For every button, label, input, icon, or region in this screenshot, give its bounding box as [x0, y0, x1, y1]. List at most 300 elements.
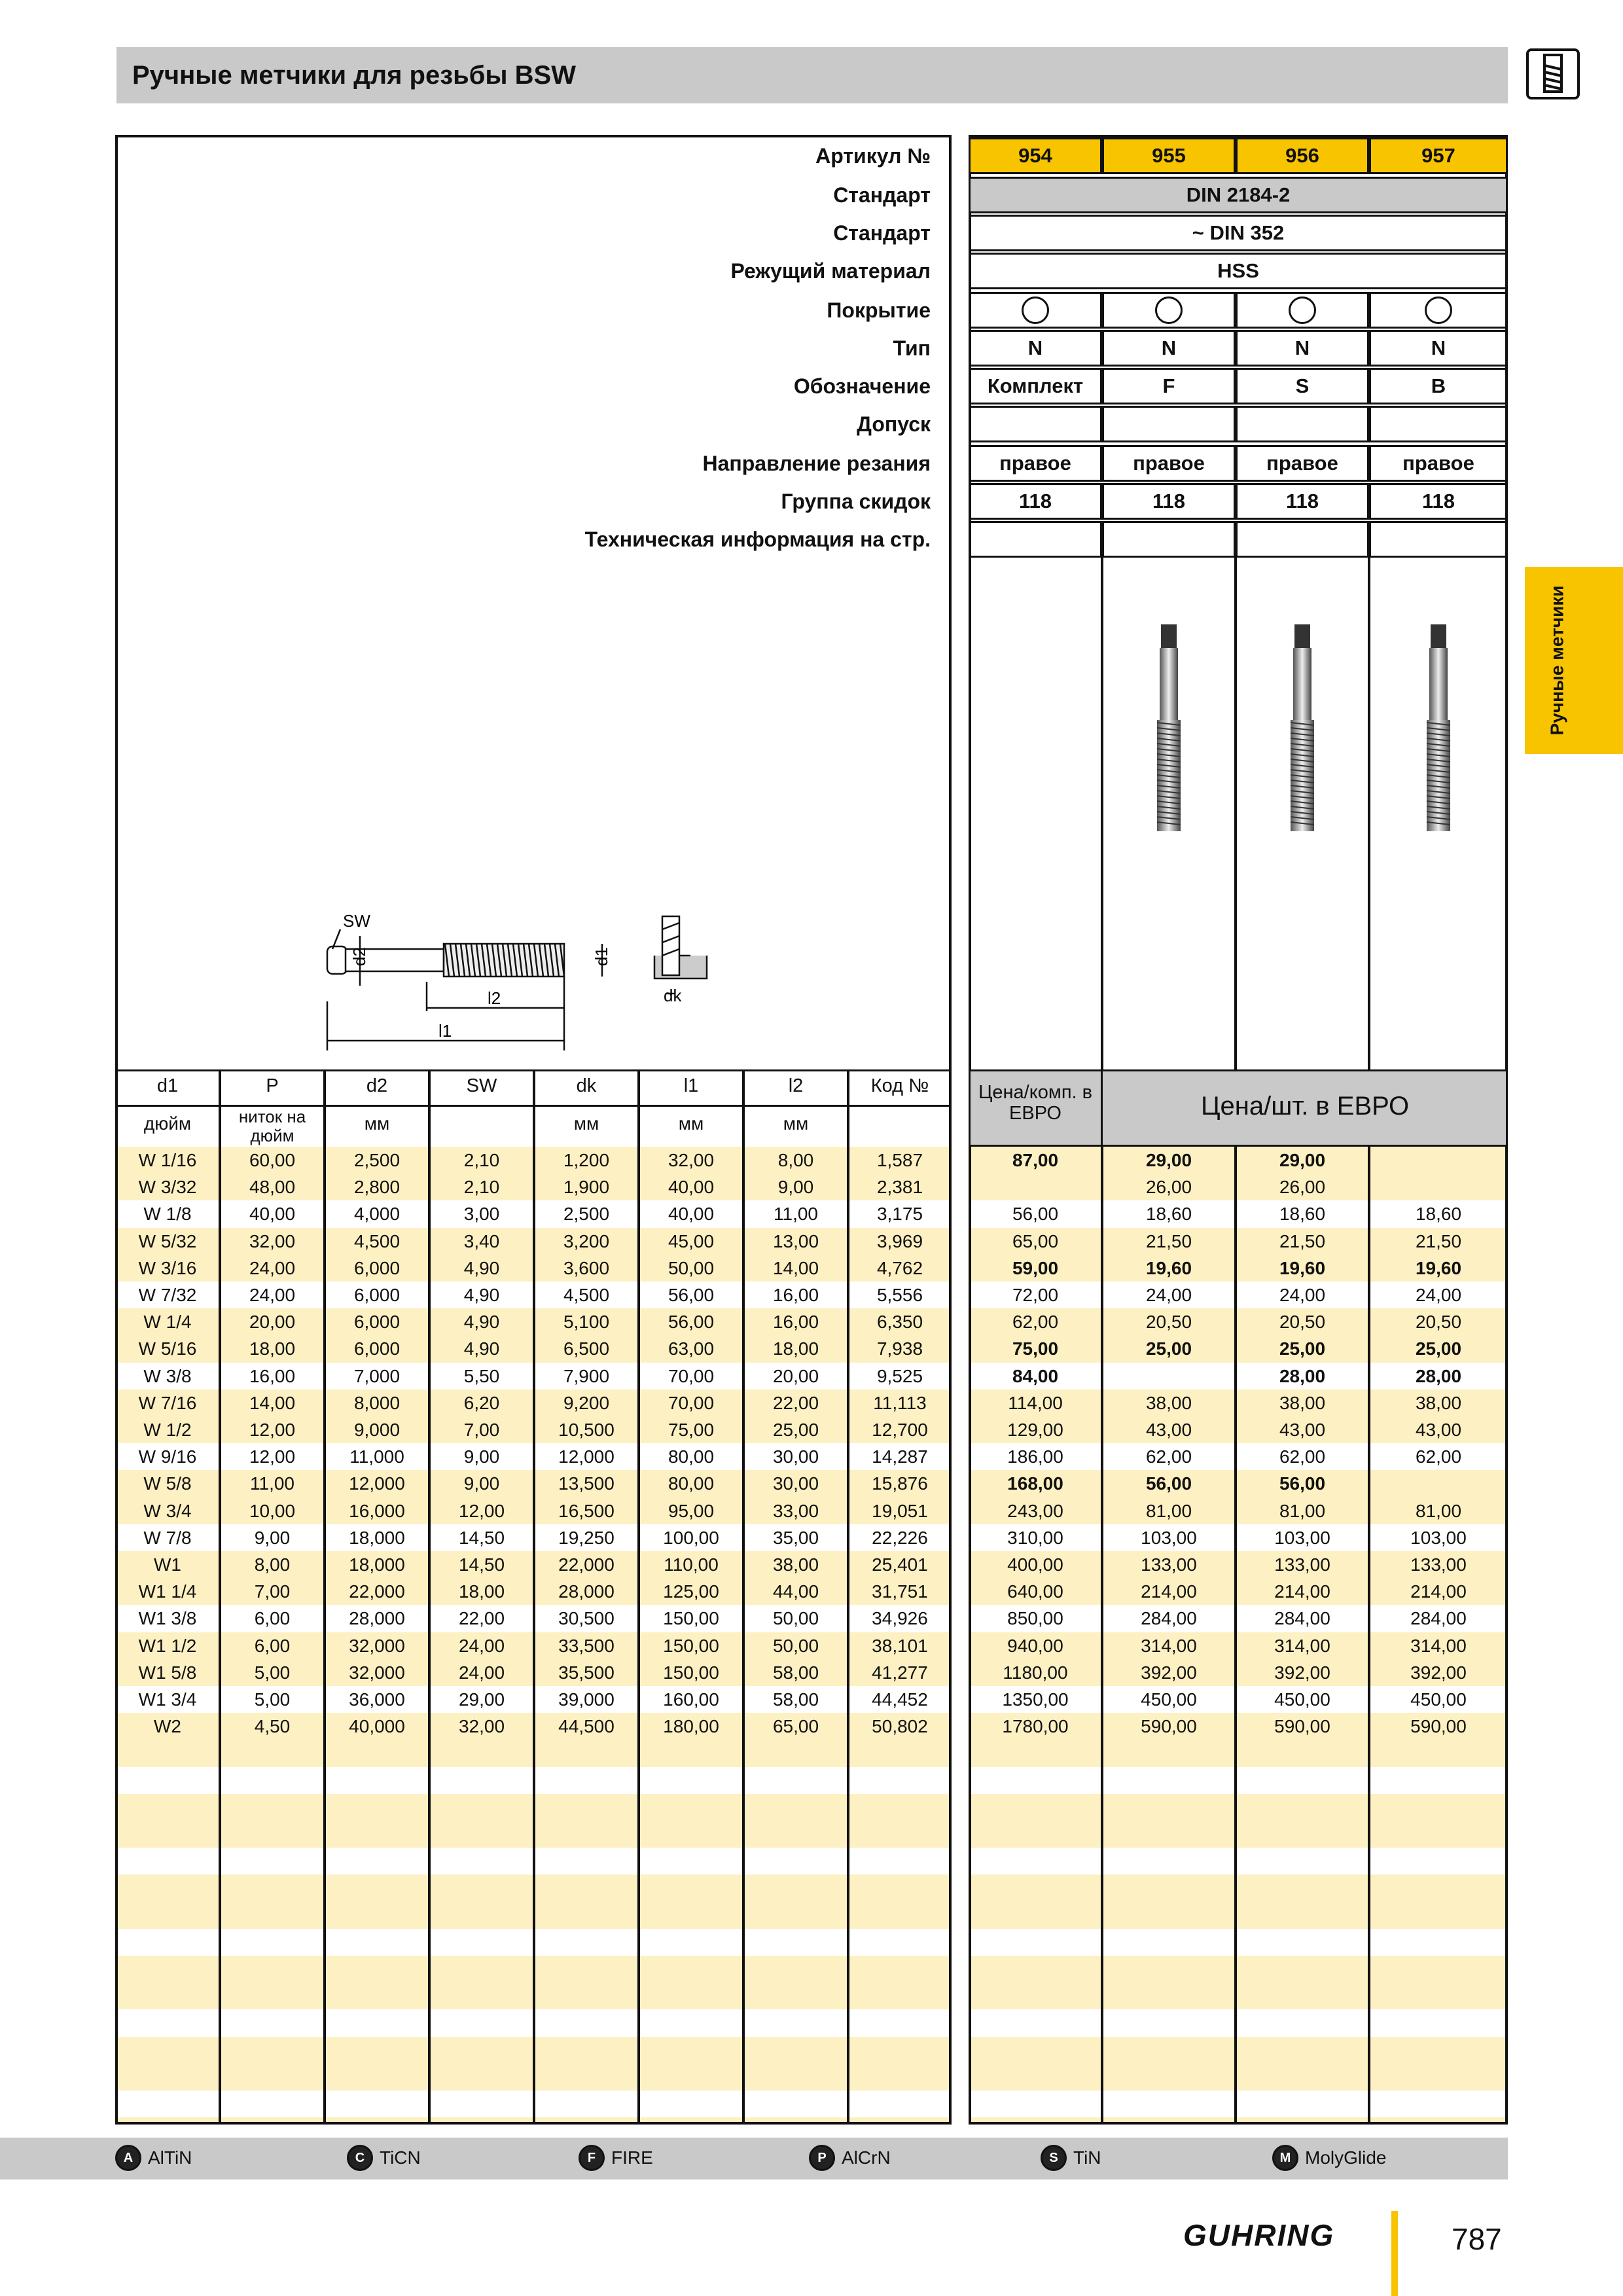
- column-header-3: SW: [466, 1075, 497, 1096]
- column-header-6: l2: [788, 1075, 804, 1096]
- spec-cell-1: DIN 2184-2: [969, 177, 1508, 213]
- table-cell: 14,287: [872, 1446, 928, 1467]
- table-cell: 38,00: [1279, 1392, 1326, 1413]
- table-cell: 243,00: [1007, 1500, 1063, 1521]
- spec-cell-5-1: N: [1102, 330, 1236, 367]
- table-cell: 80,00: [668, 1446, 715, 1467]
- drawing-label-l2: l2: [488, 988, 501, 1008]
- table-cell: 3,600: [563, 1257, 610, 1278]
- table-cell: 50,00: [772, 1635, 819, 1656]
- table-row: [0, 1308, 1623, 1335]
- table-cell: 133,00: [1410, 1554, 1467, 1575]
- column-unit-4: мм: [573, 1113, 599, 1134]
- table-cell: 2,10: [463, 1177, 500, 1198]
- table-cell: 44,500: [558, 1716, 615, 1737]
- spec-label: Направление резания: [702, 452, 931, 475]
- table-cell: 5,556: [876, 1285, 923, 1305]
- table-row: [0, 1147, 1623, 1174]
- spec-label: Артикул №: [815, 144, 931, 168]
- table-row: [0, 1282, 1623, 1308]
- table-row: [0, 1713, 1623, 1740]
- table-cell: 29,00: [1145, 1150, 1192, 1170]
- table-cell: 1350,00: [1002, 1689, 1069, 1710]
- spec-cell-7-1: [1102, 406, 1236, 442]
- table-cell: 19,60: [1415, 1257, 1462, 1278]
- table-cell: 9,00: [254, 1527, 291, 1548]
- table-cell: 3,200: [563, 1230, 610, 1251]
- table-cell: W1 3/8: [138, 1608, 197, 1629]
- table-cell: 2,800: [353, 1177, 401, 1198]
- image-column-divider: [1101, 558, 1103, 1069]
- table-row: [0, 1605, 1623, 1632]
- table-cell: 12,00: [249, 1446, 296, 1467]
- table-cell: 6,000: [353, 1338, 401, 1359]
- table-cell: 38,00: [1145, 1392, 1192, 1413]
- table-cell: [1369, 1147, 1508, 1174]
- price-piece-header: Цена/шт. в ЕВРО: [1200, 1092, 1410, 1121]
- table-cell: 25,00: [1415, 1338, 1462, 1359]
- table-cell: 14,00: [249, 1392, 296, 1413]
- table-cell: 38,00: [1415, 1392, 1462, 1413]
- table-cell: 72,00: [1012, 1285, 1059, 1305]
- table-cell: W 3/32: [138, 1177, 197, 1198]
- column-header-0: d1: [156, 1075, 179, 1096]
- table-cell: 4,50: [254, 1716, 291, 1737]
- table-cell: 6,000: [353, 1312, 401, 1333]
- table-cell: 95,00: [668, 1500, 715, 1521]
- table-cell: 19,60: [1145, 1257, 1192, 1278]
- table-cell: 40,00: [668, 1204, 715, 1225]
- table-cell: 16,00: [772, 1285, 819, 1305]
- table-cell: 450,00: [1274, 1689, 1330, 1710]
- coating-legend-item: [579, 2142, 653, 2174]
- coating-fire-icon: F: [579, 2145, 605, 2171]
- table-cell: 25,00: [1145, 1338, 1192, 1359]
- table-cell: 70,00: [668, 1365, 715, 1386]
- spec-label: Допуск: [857, 412, 931, 436]
- table-cell: 160,00: [663, 1689, 719, 1710]
- table-cell: 9,00: [463, 1446, 500, 1467]
- table-cell: 33,00: [772, 1500, 819, 1521]
- table-cell: 18,00: [458, 1581, 505, 1602]
- table-cell: 284,00: [1410, 1608, 1467, 1629]
- table-cell: 450,00: [1410, 1689, 1467, 1710]
- table-cell: 11,000: [349, 1446, 404, 1467]
- spec-cell-6-3: B: [1369, 368, 1508, 404]
- table-cell: 24,00: [458, 1662, 505, 1683]
- table-cell: 20,00: [772, 1365, 819, 1386]
- table-row: [0, 1524, 1623, 1551]
- coating-label: FIRE: [611, 2147, 653, 2168]
- table-cell: 58,00: [772, 1662, 819, 1683]
- tap-technical-drawing: [314, 903, 772, 1060]
- table-cell: 180,00: [663, 1716, 719, 1737]
- table-cell: 35,00: [772, 1527, 819, 1548]
- table-cell: 18,000: [349, 1527, 405, 1548]
- table-cell: W 5/32: [138, 1230, 197, 1251]
- table-cell: W 9/16: [138, 1446, 197, 1467]
- table-cell: 314,00: [1141, 1635, 1197, 1656]
- table-cell: 392,00: [1141, 1662, 1197, 1683]
- spec-label: Обозначение: [793, 374, 931, 398]
- coating-label: MolyGlide: [1305, 2147, 1387, 2168]
- uncoated-circle-icon: [1425, 296, 1452, 324]
- table-cell: 11,00: [774, 1204, 818, 1225]
- spec-cell-10-3: [1369, 521, 1508, 558]
- table-cell: 14,50: [458, 1554, 505, 1575]
- table-cell: W 3/8: [143, 1365, 192, 1386]
- spec-cell-8-3: правое: [1369, 445, 1508, 482]
- spec-cell-6-0: Комплект: [969, 368, 1102, 404]
- table-cell: 19,051: [872, 1500, 928, 1521]
- spec-cell-10-0: [969, 521, 1102, 558]
- coating-label: AlTiN: [148, 2147, 192, 2168]
- table-cell: 4,90: [463, 1338, 500, 1359]
- table-cell: 21,50: [1145, 1230, 1192, 1251]
- tap-image-2: [1283, 624, 1322, 834]
- table-cell: 65,00: [1012, 1230, 1059, 1251]
- table-cell: W2: [154, 1716, 181, 1737]
- table-cell: 16,00: [772, 1312, 819, 1333]
- table-row: [0, 1659, 1623, 1686]
- table-cell: 45,00: [668, 1230, 715, 1251]
- table-cell: 33,500: [558, 1635, 615, 1656]
- table-cell: 20,50: [1145, 1312, 1192, 1333]
- table-cell: 58,00: [772, 1689, 819, 1710]
- table-row: [0, 1686, 1623, 1713]
- table-row: [0, 1228, 1623, 1255]
- table-cell: 284,00: [1274, 1608, 1330, 1629]
- table-cell: 1180,00: [1003, 1662, 1068, 1683]
- spec-cell-7-2: [1236, 406, 1369, 442]
- table-cell: 4,500: [353, 1230, 401, 1251]
- table-cell: W 7/16: [138, 1392, 197, 1413]
- spec-cell-4-2: [1236, 292, 1369, 329]
- table-cell: 59,00: [1012, 1257, 1059, 1278]
- table-cell: 32,000: [349, 1662, 405, 1683]
- table-cell: 4,90: [463, 1285, 500, 1305]
- table-cell: 9,525: [876, 1365, 923, 1386]
- table-cell: 39,000: [558, 1689, 615, 1710]
- table-cell: 24,00: [1415, 1285, 1462, 1305]
- table-cell: 214,00: [1141, 1581, 1197, 1602]
- table-cell: 10,500: [558, 1420, 615, 1440]
- table-cell: 56,00: [668, 1312, 715, 1333]
- table-cell: 32,00: [249, 1230, 296, 1251]
- table-cell: 3,00: [463, 1204, 500, 1225]
- table-cell: 1,900: [563, 1177, 610, 1198]
- table-cell: 28,00: [1415, 1365, 1462, 1386]
- table-cell: 7,00: [254, 1581, 291, 1602]
- table-cell: 13,00: [772, 1230, 819, 1251]
- table-cell: 62,00: [1415, 1446, 1462, 1467]
- table-cell: 30,00: [772, 1473, 819, 1494]
- table-cell: 392,00: [1410, 1662, 1467, 1683]
- table-cell: 29,00: [458, 1689, 505, 1710]
- table-cell: 2,500: [563, 1204, 610, 1225]
- table-cell: 7,000: [353, 1365, 401, 1386]
- spec-cell-5-2: N: [1236, 330, 1369, 367]
- table-cell: 24,00: [458, 1635, 505, 1656]
- table-cell: 133,00: [1274, 1554, 1330, 1575]
- table-cell: 25,00: [772, 1420, 819, 1440]
- drawing-label-sw: SW: [343, 911, 370, 931]
- table-cell: 62,00: [1145, 1446, 1192, 1467]
- table-cell: 9,200: [563, 1392, 610, 1413]
- coating-legend-item: [1041, 2142, 1101, 2174]
- table-cell: 6,500: [563, 1338, 610, 1359]
- table-cell: W 5/16: [138, 1338, 197, 1359]
- spec-cell-3: HSS: [969, 253, 1508, 289]
- table-cell: 18,00: [249, 1338, 296, 1359]
- uncoated-circle-icon: [1155, 296, 1183, 324]
- spec-label: Группа скидок: [781, 490, 931, 513]
- table-cell: 12,00: [249, 1420, 296, 1440]
- table-cell: W1 1/2: [138, 1635, 197, 1656]
- spec-cell-6-2: S: [1236, 368, 1369, 404]
- table-row: [0, 1174, 1623, 1200]
- table-row: [0, 1363, 1623, 1390]
- table-cell: W 7/8: [143, 1527, 192, 1548]
- table-cell: 16,00: [249, 1365, 296, 1386]
- table-cell: 81,00: [1415, 1500, 1462, 1521]
- table-cell: 590,00: [1141, 1716, 1197, 1737]
- table-cell: 6,000: [353, 1257, 401, 1278]
- coating-legend-item: [809, 2142, 891, 2174]
- price-header-divider: [1101, 1069, 1103, 1147]
- table-cell: W 1/2: [143, 1420, 192, 1440]
- column-unit-2: мм: [364, 1113, 390, 1134]
- spec-cell-10-1: [1102, 521, 1236, 558]
- table-cell: 11,113: [873, 1392, 927, 1413]
- table-row: [0, 1200, 1623, 1227]
- table-cell: 24,00: [1145, 1285, 1192, 1305]
- table-cell: 56,00: [668, 1285, 715, 1305]
- spec-cell-6-1: F: [1102, 368, 1236, 404]
- drawing-label-dk: dk: [664, 986, 682, 1005]
- table-cell: 11,00: [250, 1473, 294, 1494]
- table-row: [0, 1416, 1623, 1443]
- table-cell: 30,500: [558, 1608, 615, 1629]
- table-cell: 103,00: [1141, 1527, 1197, 1548]
- table-cell: 6,20: [463, 1392, 500, 1413]
- table-cell: 400,00: [1007, 1554, 1063, 1575]
- table-cell: 4,762: [876, 1257, 923, 1278]
- table-cell: 30,00: [772, 1446, 819, 1467]
- table-cell: 31,751: [872, 1581, 928, 1602]
- spec-cell-5-3: N: [1369, 330, 1508, 367]
- table-cell: 38,101: [872, 1635, 928, 1656]
- column-header-1: P: [266, 1075, 279, 1096]
- table-cell: 392,00: [1274, 1662, 1330, 1683]
- table-cell: 43,00: [1279, 1420, 1326, 1440]
- table-cell: 7,938: [876, 1338, 923, 1359]
- table-cell: W1: [154, 1554, 181, 1575]
- table-cell: 150,00: [663, 1635, 719, 1656]
- table-cell: 114,00: [1008, 1392, 1063, 1413]
- table-cell: 940,00: [1007, 1635, 1063, 1656]
- table-cell: 21,50: [1279, 1230, 1326, 1251]
- table-cell: 26,00: [1279, 1177, 1326, 1198]
- spec-cell-7-0: [969, 406, 1102, 442]
- spec-label: Тип: [893, 336, 931, 360]
- table-cell: 186,00: [1007, 1446, 1063, 1467]
- row-band-right: [971, 1794, 1505, 1848]
- table-cell: 28,00: [1279, 1365, 1326, 1386]
- table-cell: 129,00: [1007, 1420, 1063, 1440]
- table-cell: 41,277: [872, 1662, 928, 1683]
- table-cell: 1780,00: [1002, 1716, 1069, 1737]
- table-cell: 9,00: [463, 1473, 500, 1494]
- table-cell: 14,50: [458, 1527, 505, 1548]
- table-cell: 103,00: [1410, 1527, 1467, 1548]
- table-cell: 62,00: [1012, 1312, 1059, 1333]
- table-cell: 56,00: [1012, 1204, 1059, 1225]
- table-cell: 214,00: [1274, 1581, 1330, 1602]
- column-header-2: d2: [366, 1075, 388, 1096]
- table-cell: 25,401: [872, 1554, 928, 1575]
- table-cell: 18,00: [772, 1338, 819, 1359]
- table-cell: 22,226: [872, 1527, 928, 1548]
- table-cell: 150,00: [663, 1608, 719, 1629]
- table-cell: 34,926: [872, 1608, 928, 1629]
- table-cell: 21,50: [1415, 1230, 1462, 1251]
- spec-cell-8-2: правое: [1236, 445, 1369, 482]
- table-cell: 133,00: [1141, 1554, 1197, 1575]
- table-cell: 100,00: [663, 1527, 719, 1548]
- table-cell: 75,00: [1012, 1338, 1059, 1359]
- row-band-right: [971, 1956, 1505, 2009]
- table-cell: 56,00: [1145, 1473, 1192, 1494]
- table-cell: 44,00: [772, 1581, 819, 1602]
- table-cell: 2,10: [463, 1150, 500, 1170]
- uncoated-circle-icon: [1022, 296, 1049, 324]
- spec-cell-2: ~ DIN 352: [969, 215, 1508, 251]
- table-cell: 168,00: [1007, 1473, 1063, 1494]
- row-band-right: [971, 2037, 1505, 2090]
- spec-cell-4-3: [1369, 292, 1508, 329]
- table-row: [0, 1578, 1623, 1605]
- drawing-label-d2: d2: [349, 947, 369, 966]
- table-cell: 12,000: [349, 1473, 405, 1494]
- table-cell: 40,00: [668, 1177, 715, 1198]
- table-cell: 314,00: [1274, 1635, 1330, 1656]
- spec-label: Техническая информация на стр.: [584, 528, 931, 551]
- table-cell: 50,802: [872, 1716, 928, 1737]
- table-cell: 6,00: [254, 1635, 291, 1656]
- coating-legend-item: [115, 2142, 192, 2174]
- column-header-4: dk: [576, 1075, 597, 1096]
- table-cell: 84,00: [1012, 1365, 1059, 1386]
- table-cell: 70,00: [668, 1392, 715, 1413]
- table-cell: 32,00: [668, 1150, 715, 1170]
- row-band-right: [971, 1874, 1505, 1928]
- spec-label: Режущий материал: [730, 259, 931, 283]
- table-cell: 13,500: [558, 1473, 615, 1494]
- spec-label: Покрытие: [827, 298, 931, 322]
- spec-cell-4-1: [1102, 292, 1236, 329]
- table-row: [0, 1390, 1623, 1416]
- table-cell: 5,100: [563, 1312, 610, 1333]
- spec-cell-0-2: 956: [1236, 137, 1369, 174]
- table-cell: 2,500: [353, 1150, 401, 1170]
- table-cell: 14,00: [772, 1257, 819, 1278]
- table-cell: 24,00: [1279, 1285, 1326, 1305]
- table-cell: 48,00: [249, 1177, 296, 1198]
- table-row: [0, 1632, 1623, 1659]
- table-cell: 81,00: [1279, 1500, 1326, 1521]
- table-cell: 32,000: [349, 1635, 405, 1656]
- spec-cell-10-2: [1236, 521, 1369, 558]
- table-cell: 40,000: [349, 1716, 405, 1737]
- brand-logo: GUHRING: [1183, 2218, 1335, 2252]
- table-cell: 214,00: [1410, 1581, 1467, 1602]
- spec-cell-9-2: 118: [1236, 483, 1369, 520]
- tap-image-1: [1149, 624, 1188, 834]
- table-cell: [1102, 1363, 1236, 1390]
- table-cell: 18,000: [349, 1554, 405, 1575]
- side-tab-label: Ручные метчики: [1546, 585, 1567, 736]
- table-cell: 6,350: [876, 1312, 923, 1333]
- table-cell: 4,90: [463, 1257, 500, 1278]
- image-column-divider: [1234, 558, 1237, 1069]
- drawing-label-l1: l1: [438, 1021, 452, 1041]
- table-cell: 19,250: [558, 1527, 615, 1548]
- table-cell: 87,00: [1012, 1150, 1059, 1170]
- table-cell: [1369, 1174, 1508, 1200]
- table-cell: 850,00: [1007, 1608, 1063, 1629]
- coating-label: TiN: [1073, 2147, 1101, 2168]
- table-cell: 16,500: [558, 1500, 615, 1521]
- table-cell: 8,00: [777, 1150, 814, 1170]
- spec-cell-4-0: [969, 292, 1102, 329]
- drawing-label-d1: d1: [592, 947, 611, 966]
- table-cell: 44,452: [872, 1689, 928, 1710]
- spec-cell-5-0: N: [969, 330, 1102, 367]
- table-cell: 26,00: [1145, 1177, 1192, 1198]
- table-cell: 25,00: [1279, 1338, 1326, 1359]
- table-cell: 50,00: [668, 1257, 715, 1278]
- table-cell: 590,00: [1274, 1716, 1330, 1737]
- table-cell: 103,00: [1274, 1527, 1330, 1548]
- table-cell: 12,700: [872, 1420, 928, 1440]
- table-cell: 314,00: [1410, 1635, 1467, 1656]
- spec-cell-0-1: 955: [1102, 137, 1236, 174]
- table-cell: 7,00: [463, 1420, 500, 1440]
- uncoated-circle-icon: [1289, 296, 1316, 324]
- table-cell: 5,00: [254, 1689, 291, 1710]
- table-cell: 110,00: [664, 1554, 719, 1575]
- table-cell: 65,00: [772, 1716, 819, 1737]
- table-cell: 43,00: [1145, 1420, 1192, 1440]
- spec-cell-0-0: 954: [969, 137, 1102, 174]
- table-cell: 6,000: [353, 1285, 401, 1305]
- table-cell: 8,00: [254, 1554, 291, 1575]
- table-cell: 36,000: [349, 1689, 405, 1710]
- table-cell: [969, 1174, 1102, 1200]
- table-cell: 20,50: [1279, 1312, 1326, 1333]
- column-unit-6: мм: [783, 1113, 809, 1134]
- table-cell: 125,00: [663, 1581, 719, 1602]
- table-cell: 60,00: [249, 1150, 296, 1170]
- table-cell: 9,00: [777, 1177, 814, 1198]
- spec-cell-0-3: 957: [1369, 137, 1508, 174]
- spec-cell-9-3: 118: [1369, 483, 1508, 520]
- tap-logo-icon: [1525, 46, 1581, 102]
- page-title: Ручные метчики для резьбы BSW: [132, 61, 576, 90]
- table-cell: 590,00: [1410, 1716, 1467, 1737]
- table-cell: 10,00: [249, 1500, 296, 1521]
